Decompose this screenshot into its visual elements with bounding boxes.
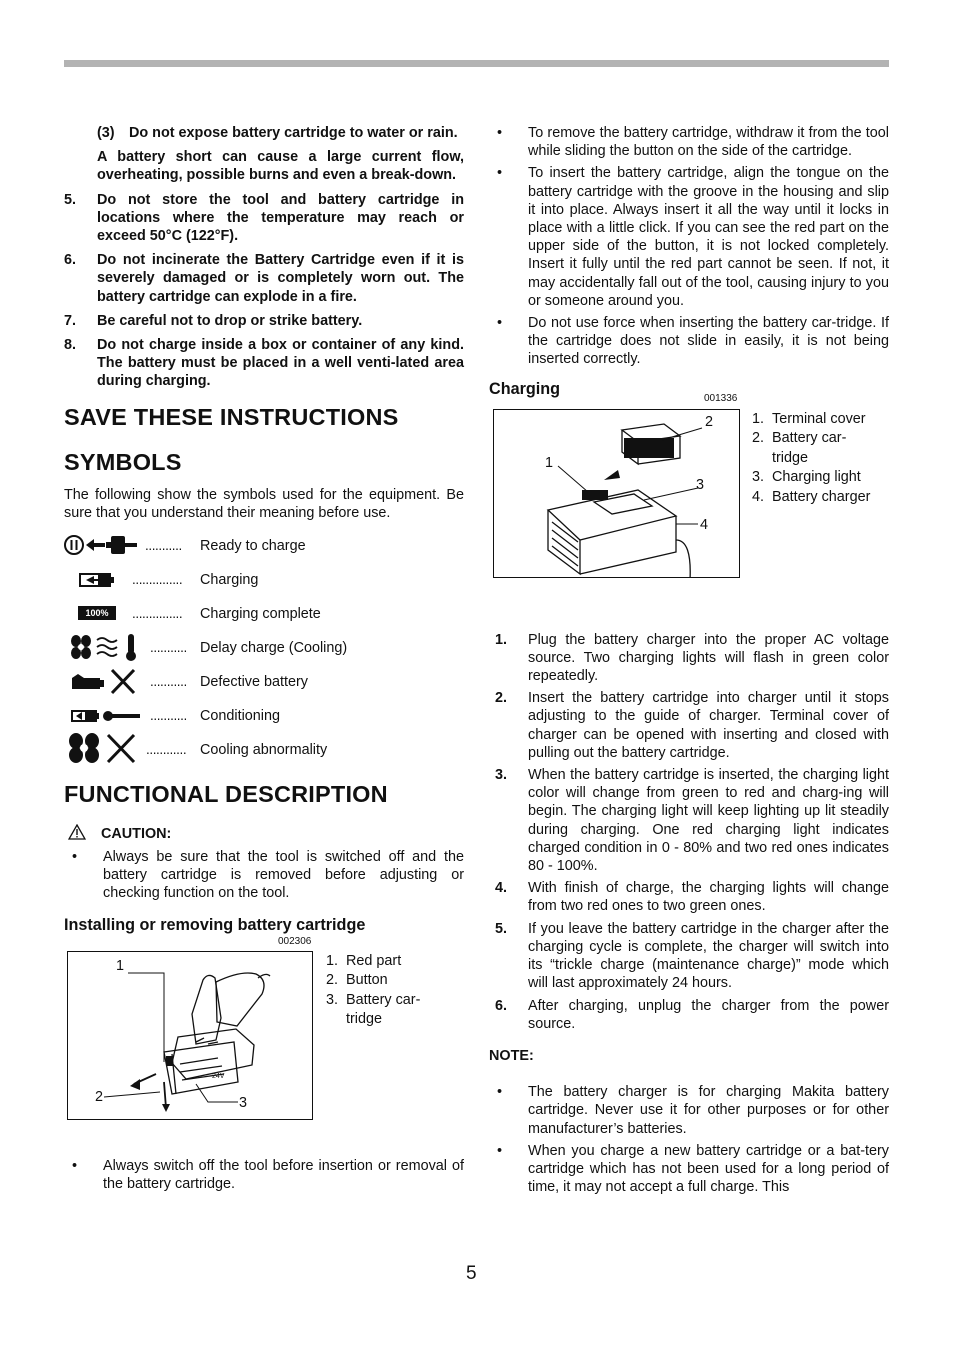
legend-text: Terminal cover [772,410,866,427]
conditioning-icon [70,702,142,728]
bullet-dot: • [72,849,78,866]
symbol-label: Charging [200,572,259,589]
warning-item-text: Be careful not to drop or strike battery. [97,312,363,329]
step-number: 5. [495,920,508,937]
caution-label: CAUTION: [101,826,172,843]
legend-item [326,991,438,1030]
symbol-dots: ........... [150,640,187,656]
cartridge-bullet-text: Do not use force when inserting the battery car-tridge. If the cartridge does not slide in easily, it is not being inserted correctly. [528,315,889,368]
warning-item-number: 8. [64,337,77,354]
defective-battery-icon [70,666,138,696]
symbol-label: Conditioning [200,708,281,725]
functional-description-heading: FUNCTIONAL DESCRIPTION [64,781,388,808]
bullet-dot: • [72,1157,78,1174]
page-number: 5 [466,1263,477,1284]
final-bullet-text: Always switch off the tool before insertion or removal of the battery cartridge. [103,1157,464,1192]
symbol-row [64,600,464,634]
callout-2: 2 [705,413,714,430]
charging-figure-frame [493,409,740,578]
legend-item [752,488,892,508]
legend-item [326,971,446,991]
step-text: Insert the battery cartridge into charger until it stops adjusting to the guide of charger. Terminal cover of charger can be opened with inserting and closed with pulling out the battery cartridge. [528,690,889,761]
step-text: After charging, unplug the charger from the power source. [528,997,889,1032]
cartridge-bullet [489,124,889,160]
symbol-row [64,736,464,770]
callout-3: 3 [239,1094,248,1111]
symbols-list [64,532,464,770]
charging-step [495,689,889,762]
note-bullet-text: The battery charger is for charging Makita battery cartridge. Never use it for other purposes or for other manufacturer’s batteries. [528,1084,889,1137]
step-text: Plug the battery charger into the proper AC voltage source. Two charging lights will flash in green color repeatedly. [528,631,889,685]
warning-item-number: 5. [64,191,77,208]
step-number: 2. [495,690,508,707]
legend-number: 4. [752,489,765,506]
charging-complete-icon: 100% [78,606,116,620]
delay-charge-cooling-icon [70,632,144,662]
bullet-dot: • [497,1142,503,1159]
callout-4: 4 [700,516,709,533]
warning-item-6 [64,251,464,306]
caution-line [64,824,464,846]
charging-figure [489,392,889,627]
note-bullet [489,1142,889,1197]
callout-1: 1 [116,957,125,974]
symbol-dots: ............ [146,742,187,758]
charging-step [495,997,889,1033]
bullet-dot: • [497,125,503,141]
warning-item-3-number: (3) [97,125,115,141]
note-label: NOTE: [489,1047,534,1064]
symbol-label: Defective battery [200,674,308,691]
legend-item [752,410,892,430]
warning-item-text: Do not charge inside a box or container of any kind. The battery must be placed in a well venti-lated area during charging. [97,337,464,390]
right-column [489,124,889,1196]
step-number: 6. [495,997,508,1014]
note-bullet [489,1083,889,1138]
cartridge-bullet [489,164,889,310]
charging-step [495,920,889,993]
warning-item-number: 6. [64,252,77,269]
cooling-abnormality-icon [68,732,140,764]
symbol-dots: ............... [132,606,183,622]
legend-text: Red part [346,952,402,969]
charging-steps [489,631,889,1033]
symbol-row [64,532,464,566]
charging-icon [78,566,118,592]
warning-item-3-text: Do not expose battery cartridge to water or rain. [129,125,458,141]
symbol-label: Cooling abnormality [200,742,328,759]
bullet-dot: • [497,165,503,182]
warning-item-3 [64,124,464,142]
legend-number: 3. [326,991,339,1008]
warning-item-8 [64,336,464,391]
figure-code: 002306 [278,935,312,947]
cartridge-bullet-text: To insert the battery cartridge, align the tongue on the battery cartridge with the groove in the housing and slip it into place. Always insert it all the way until it locks in place with a little click. If you can see the red part on the upper side of the button, it is not locked completely. Insert it fully until the red part cannot be seen. If not, it may accidentally fall out of the tool, causing injury to you or someone around you. [528,165,889,309]
charging-step [495,879,889,915]
legend-number: 1. [752,410,765,427]
callout-3: 3 [696,476,705,493]
figure-code: 001336 [704,392,738,404]
callout-2: 2 [95,1088,104,1105]
final-bullet [64,1157,464,1193]
warning-item-text: Do not store the tool and battery cartridge in locations where the temperature may reach or exceed 50°C (122°F). [97,191,464,245]
save-instructions-heading: SAVE THESE INSTRUCTIONS [64,403,399,430]
short-warning: A battery short can cause a large current flow, overheating, possible burns and even a break-down. [97,149,464,184]
symbol-row [64,566,464,600]
warning-item-7 [64,312,464,330]
symbol-dots: ............... [132,572,183,588]
legend-number: 2. [752,430,765,447]
charging-step [495,766,889,875]
battery-install-illustration [68,952,312,1119]
legend-text: Battery charger [772,489,871,506]
symbol-row [64,634,464,668]
cartridge-bullet-text: To remove the battery cartridge, withdraw it from the tool while sliding the button on the side of the cartridge. [528,125,889,160]
step-number: 1. [495,631,508,648]
legend-number: 3. [752,469,765,486]
step-text: If you leave the battery cartridge in the charger after the charging cycle is complete, the charger will switch into its “trickle charge (maintenance charge)” mode which will last approximately 24 hours. [528,920,889,992]
ready-to-charge-icon [64,532,142,558]
charging-step [495,631,889,686]
legend-item [752,468,892,488]
symbol-label: Ready to charge [200,538,306,555]
legend-text: Charging light [772,469,861,486]
step-text: With finish of charge, the charging lights will change from two red ones to two green ones. [528,880,889,915]
warning-triangle-icon [68,824,86,840]
symbol-dots: ........... [145,538,182,554]
legend-number: 2. [326,972,339,989]
caution-bullet [64,848,464,903]
install-heading: Installing or removing battery cartridge [64,915,366,934]
symbol-row [64,702,464,736]
step-text: When the battery cartridge is inserted, the charging light color will change from green to red and charg-ing will begin. The charging light will keep lighting up lit steadily during charging. One red charging light indicates charged condition in 0 - 80% and two red ones indicates 80 - 100%. [528,767,889,875]
warning-item-5 [64,191,464,246]
symbols-intro: The following show the symbols used for the equipment. Be sure that you understand their meaning before use. [64,486,464,521]
cartridge-bullet [489,314,889,369]
step-number: 3. [495,767,508,784]
legend-text: Button [346,972,388,989]
bullet-dot: • [497,315,503,332]
battery-voltage-mark: 24V [212,1072,225,1080]
warning-item-text: Do not incinerate the Battery Cartridge even if it is severely damaged or is completely worn out. The battery cartridge can explode in a fire. [97,252,464,305]
charging-heading: Charging [489,379,561,398]
caution-bullet-text: Always be sure that the tool is switched off and the battery cartridge is removed before adjusting or checking function on the tool. [103,849,464,902]
step-number: 4. [495,880,508,897]
legend-item [752,429,862,468]
install-figure-frame [67,951,313,1120]
symbol-dots: ........... [150,708,187,724]
symbols-heading: SYMBOLS [64,448,182,475]
install-figure-legend [326,952,446,1030]
legend-text: Battery car-tridge [772,430,847,466]
symbol-dots: ........... [150,674,187,690]
charging-figure-legend [752,410,892,508]
header-rule [64,60,889,67]
note-bullet-text: When you charge a new battery cartridge or a bat-tery cartridge which has not been used for a long period of time, it may not accept a full charge. This [528,1142,889,1196]
legend-text: Battery car-tridge [346,991,421,1028]
install-figure [64,935,464,1147]
legend-number: 1. [326,952,339,969]
symbol-row [64,668,464,702]
symbol-label: Delay charge (Cooling) [200,640,348,657]
bullet-dot: • [497,1084,503,1101]
warning-item-number: 7. [64,312,77,329]
symbol-label: Charging complete [200,606,321,623]
left-column [64,124,464,1193]
callout-1: 1 [545,454,554,471]
legend-item [326,952,446,972]
